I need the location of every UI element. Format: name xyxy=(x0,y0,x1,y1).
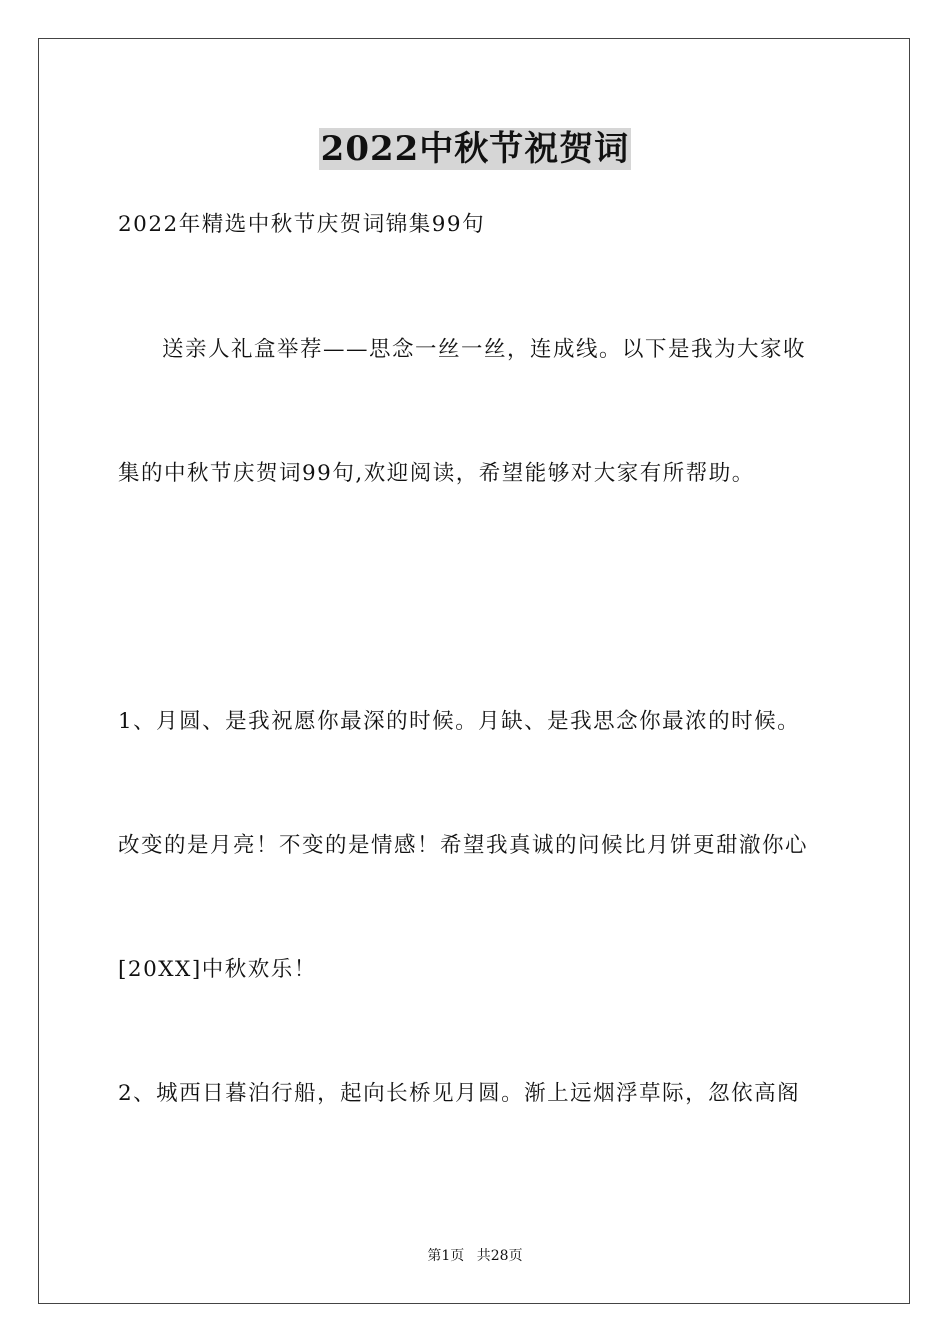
page-number: 第1页 xyxy=(427,1248,465,1264)
intro-line-1: 送亲人礼盒举荐——思念一丝一丝，连成线。以下是我为大家收 xyxy=(162,337,807,362)
item-1-line-3: [20XX]中秋欢乐！ xyxy=(118,957,317,982)
item-2-line-1: 2、城西日暮泊行船，起向长桥见月圆。渐上远烟浮草际，忽依高阁 xyxy=(118,1081,801,1106)
item-1-line-2: 改变的是月亮！不变的是情感！希望我真诚的问候比月饼更甜澈你心 xyxy=(118,833,809,858)
document-title: 2022中秋节祝贺词 xyxy=(320,129,630,169)
item-1-line-1: 1、月圆、是我祝愿你最深的时候。月缺、是我思念你最浓的时候。 xyxy=(118,709,801,734)
page-total: 共28页 xyxy=(476,1248,523,1264)
page-footer xyxy=(0,1247,950,1265)
subtitle: 2022年精选中秋节庆贺词锦集99句 xyxy=(118,212,486,237)
document-title-wrap xyxy=(0,128,950,170)
intro-line-2: 集的中秋节庆贺词99句,欢迎阅读，希望能够对大家有所帮助。 xyxy=(118,461,755,486)
